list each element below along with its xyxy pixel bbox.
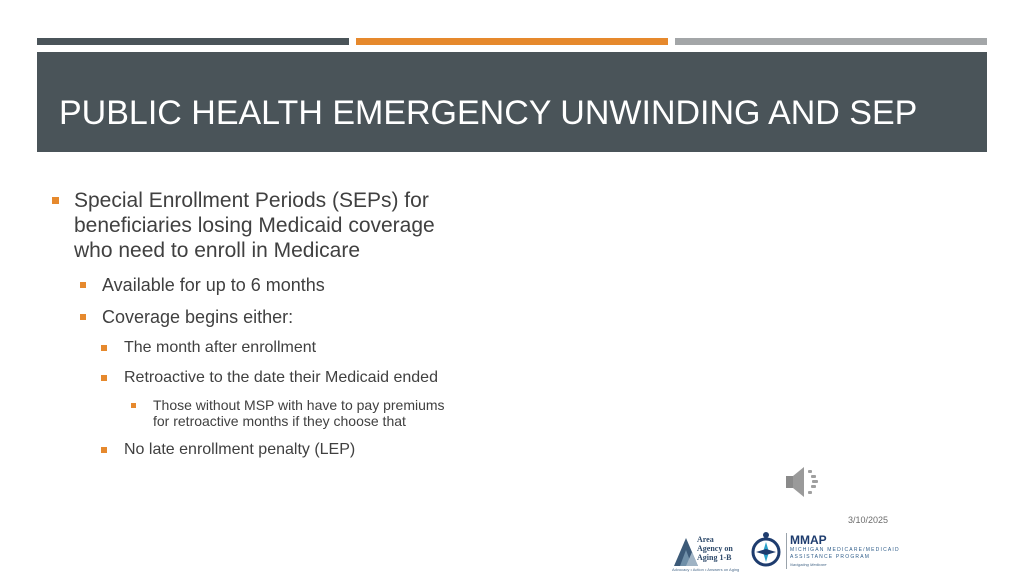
speaker-icon[interactable] [784,464,822,500]
sub-bullet-available: Available for up to 6 months [102,275,325,295]
main-bullet-line-3: who need to enroll in Medicare [74,239,361,262]
mmap-subtitle [790,547,900,561]
main-bullet-line-1: Special Enrollment Periods (SEPs) for [74,189,429,212]
slide-title: PUBLIC HEALTH EMERGENCY UNWINDING AND SEP [59,94,918,132]
square-bullet-icon [80,282,86,288]
square-bullet-icon [131,403,136,408]
square-bullet-icon [52,197,59,204]
sub-sub-bullet-no-lep: No late enrollment penalty (LEP) [124,441,356,458]
sub-sub-bullet-retroactive: Retroactive to the date their Medicaid ended [124,369,438,386]
mmap-subtitle-line: ASSISTANCE PROGRAM [790,554,871,560]
area-agency-tagline: Advocacy • Action • Answers on Aging [672,567,740,572]
square-bullet-icon [101,345,107,351]
square-bullet-icon [101,447,107,453]
mmap-title: MMAP [790,533,827,547]
mmap-divider [786,533,787,569]
mmap-compass-icon [750,530,784,570]
sub-sub-bullet-month-after: The month after enrollment [124,339,317,356]
mmap-tagline: Navigating Medicare [790,562,827,567]
logo-text-line: Aging 1-B [697,553,732,562]
logo-text-line: Area [697,535,714,544]
slide-date: 3/10/2025 [848,515,889,525]
area-agency-logo-text [697,535,733,562]
square-bullet-icon [80,314,86,320]
main-bullet-line-2: beneficiaries losing Medicaid coverage [74,214,435,237]
square-bullet-icon [101,375,107,381]
level4-bullet-line-2: for retroactive months if they choose that [153,413,406,429]
sub-bullet-coverage: Coverage begins either: [102,307,294,327]
logo-text-line: Agency on [697,544,733,553]
mmap-subtitle-line: MICHIGAN MEDICARE/MEDICAID [790,547,900,553]
level4-bullet-line-1: Those without MSP with have to pay premiums [153,397,445,413]
